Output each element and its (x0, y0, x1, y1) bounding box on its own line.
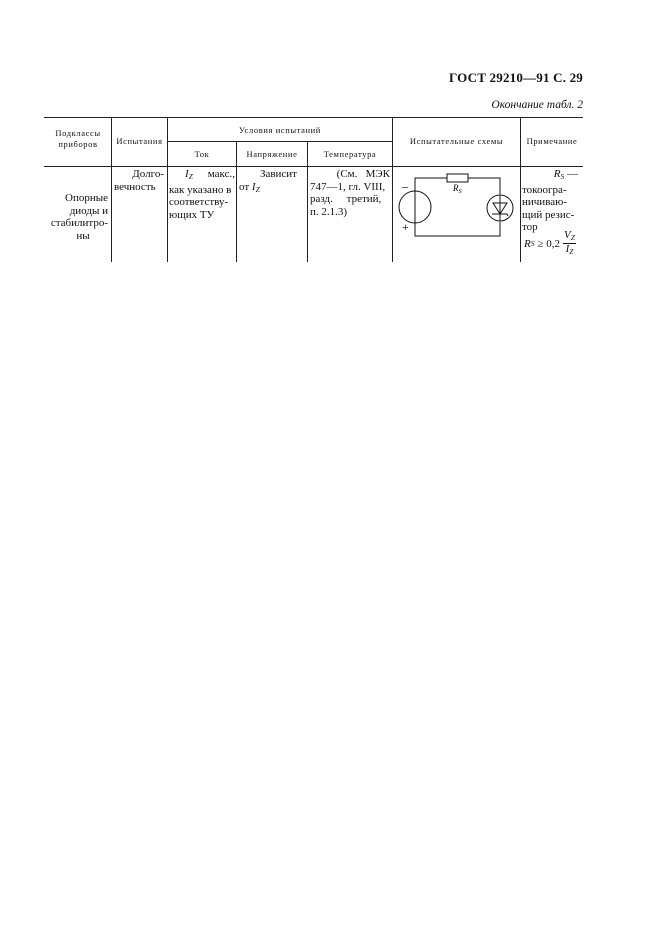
header-subclass: Подклассы приборов (55, 128, 101, 149)
note-line: щий резис- (522, 208, 575, 221)
formula-numerator-sub: Z (570, 233, 575, 242)
current-line: ющих ТУ (169, 208, 215, 221)
note-line: ничиваю- (522, 196, 568, 208)
subclass-line: диоды и (69, 204, 108, 217)
subclass-line: Опорные (65, 192, 108, 204)
resistor-icon (447, 174, 468, 182)
note-formula (524, 230, 576, 257)
formula-lhs: R (524, 237, 531, 250)
voltage-prefix: от (239, 180, 250, 193)
header-note: Примечание (526, 136, 578, 146)
test-circuit-diagram (393, 166, 520, 262)
resistor-label: $R_S$ (453, 183, 462, 195)
header-schemes: Испытательные схемы (409, 136, 504, 146)
test-line: Долго- (132, 168, 164, 180)
temperature-line: (См. МЭК (336, 168, 390, 180)
temperature-line: разд. третий, (310, 193, 382, 205)
subclass-line: стабилитро- (50, 217, 108, 229)
formula-numerator: V (564, 229, 571, 241)
temperature-line: 747—1, гл. VIII, (310, 180, 386, 193)
header-temperature: Температура (323, 149, 377, 159)
test-line: вечность (114, 180, 156, 193)
note-line: токоогра- (522, 183, 567, 196)
conditions-divider (167, 141, 392, 142)
circuit-wire-top-right (468, 178, 500, 194)
header-tests: Испытания (116, 136, 163, 146)
plus-sign: + (402, 220, 409, 234)
header-voltage: Напряжение (246, 149, 298, 159)
note-symbol: R (553, 168, 561, 180)
header-current: Ток (194, 149, 210, 159)
cell-voltage (239, 168, 305, 196)
cell-current (169, 168, 235, 221)
voltage-line: Зависит (259, 168, 297, 180)
current-text: макс., (207, 168, 235, 180)
formula-operator: ≥ 0,2 (537, 237, 561, 250)
voltage-subscript: Z (255, 184, 260, 194)
page-header: ГОСТ 29210—91 С. 29 (449, 70, 583, 85)
minus-sign: – (402, 179, 408, 193)
circuit-wire-top-left (415, 178, 447, 191)
formula-denominator-sub: Z (569, 247, 574, 256)
note-line: тор (522, 221, 538, 233)
formula-fraction (563, 230, 576, 257)
cell-temperature (310, 168, 390, 218)
current-line: соответству- (169, 196, 229, 208)
circuit-wire-bottom (415, 222, 500, 236)
current-subscript: Z (188, 172, 193, 181)
cell-note (522, 168, 582, 234)
current-symbol: I (185, 168, 189, 180)
current-line: как указано в (169, 183, 232, 196)
temperature-line: п. 2.1.3) (310, 205, 348, 218)
voltage-symbol: I (251, 180, 256, 193)
header-conditions: Условия испытаний (239, 125, 321, 135)
table-top-border (44, 117, 583, 118)
cell-subclass (44, 192, 108, 242)
col-divider-2 (167, 117, 168, 262)
formula-lhs-sub: S (530, 239, 535, 248)
cell-test (114, 168, 164, 193)
note-dash: — (567, 168, 578, 180)
note-subscript: S (560, 172, 565, 181)
table-caption: Окончание табл. 2 (491, 99, 583, 111)
formula-denominator: I (565, 243, 570, 255)
subclass-line: ны (76, 229, 90, 242)
